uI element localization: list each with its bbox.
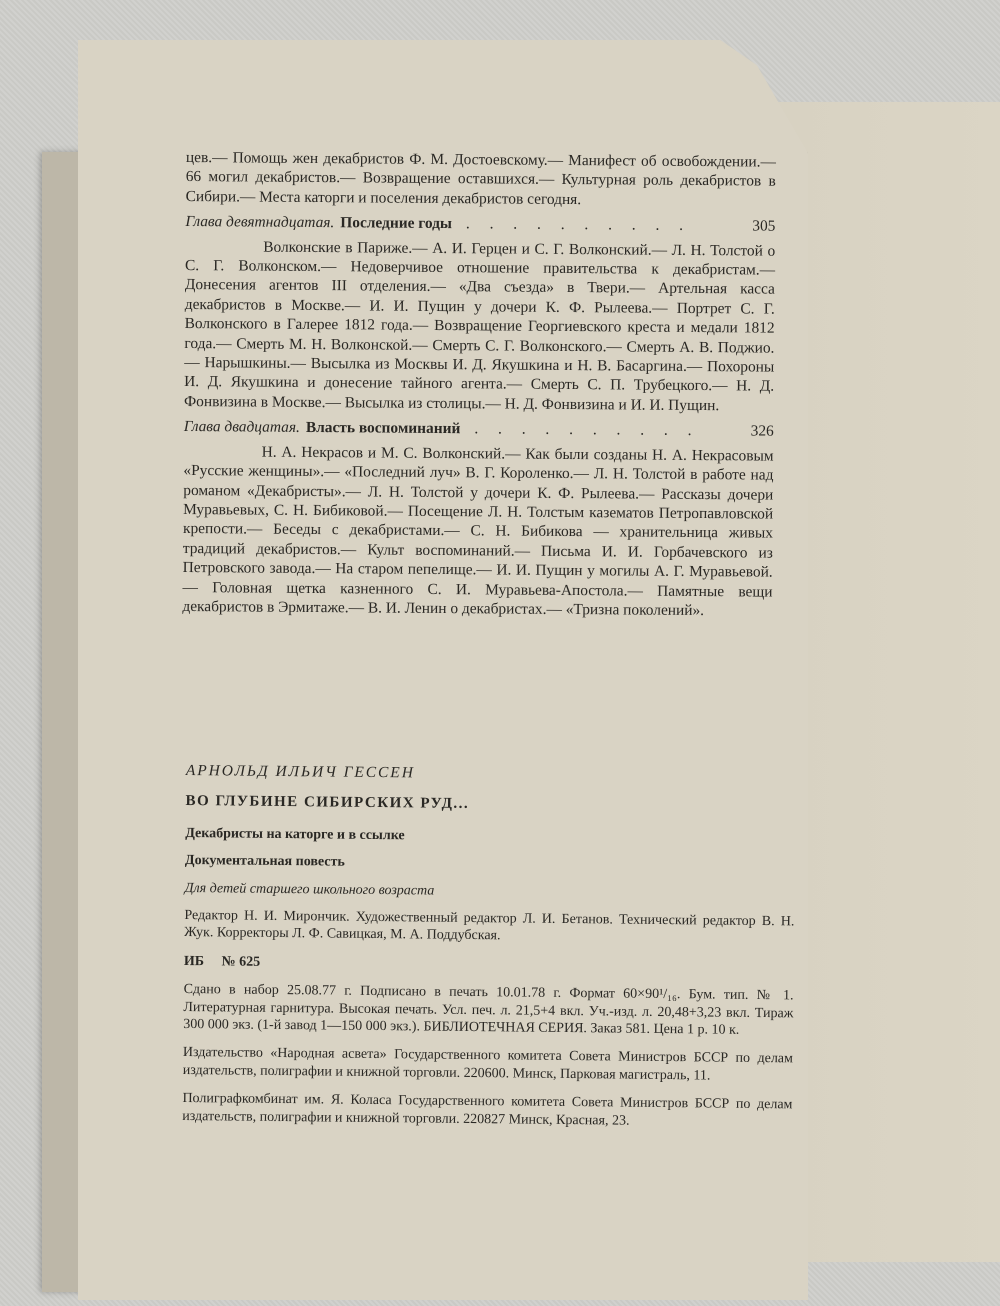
ib-number — [184, 953, 794, 977]
table-of-contents — [182, 148, 776, 621]
print-details: Сдано в набор 25.08.77 г. Подписано в печать 10.01.78 г. Формат 60×90¹/₁₆. Бум. тип. № 1. Литературная гарнитура. Высокая печать. Усл. печ. л. 21,5+4 вкл. Уч.-изд. л. 20,48+3,23 вкл. Тираж 300 000 экз. (1-й завод 1—150 000 экз.). БИБЛИОТЕЧНАЯ СЕРИЯ. Заказ 581. Цена 1 р. 10 к. — [183, 982, 794, 1038]
leader-dots: . . . . . . . . . . — [474, 420, 700, 440]
chapter-19-summary: Волконские в Париже.— А. И. Герцен и С. Г. Волконский.— Л. Н. Толстой о С. Г. Волконском.— Недоверчивое отношение правительства к декабристам.— Донесения агентов III отделения.— «Два съезда» в Твери.— Артельная касса декабристов в Москве.— И. И. Пущин у дочери К. Ф. Рылеева.— Портрет С. Г. Волконского в Галерее 1812 года.— Возвращение Георгиевского креста и медали 1812 года.— Смерть М. Н. Волконской.— Смерть С. Г. Волконского.— Смерть А. В. Поджио.— Нарышкины.— Высылка из Москвы И. Д. Якушкина и Н. В. Басаргина.— Похороны И. Д. Якушкина и донесение тайного агента.— Смерть С. П. Трубецкого.— Н. Д. Фонвизина в Москве.— Высылка из столицы.— Н. Д. Фонвизина и И. И. Пущин. — [183, 238, 776, 415]
ib-label: ИБ — [183, 953, 205, 970]
chapter-title: Власть воспоминаний — [305, 419, 461, 438]
chapter-number: Глава двадцатая. — [183, 418, 300, 437]
chapter-page-number: 305 — [752, 217, 776, 235]
printer-info: Полиграфкомбинат им. Я. Коласа Государственного комитета Совета Министров БССР по делам издательств, полиграфии и книжной торговли. 220827 Минск, Красная, 23. — [182, 1091, 793, 1129]
book-title: ВО ГЛУБИНЕ СИБИРСКИХ РУД... — [185, 793, 470, 813]
book-genre: Документальная повесть — [184, 853, 345, 870]
target-audience: Для детей старшего школьного возраста — [184, 880, 435, 899]
chapter-20-summary: Н. А. Некрасов и М. С. Волконский.— Как были созданы Н. А. Некрасовым «Русские женщины».— «Последний луч» В. Г. Короленко.— Л. Н. Толстой в работе над романом «Декабристы».— Л. Н. Толстой у дочери К. Ф. Рылеева.— Рассказы дочери Муравьевых, С. Н. Бибиковой.— Посещение Л. Н. Толстым казематов Петропавловской крепости.— Беседы с декабристами.— С. Н. Бибикова — хранительница живых традиций декабристов.— Культ воспоминаний.— Письма И. И. Горбачевского из Петровского завода.— На старом пепелище.— И. И. Пущин у могилы А. Г. Муравьевой.— Головная щетка казненного С. И. Муравьева-Апостола.— Памятные вещи декабристов в Эрмитаже.— В. И. Ленин о декабристах.— «Тризна поколений». — [182, 443, 774, 620]
chapter-number: Глава девятнадцатая. — [185, 213, 335, 232]
publisher-info: Издательство «Народная асвета» Государственного комитета Совета Министров БССР по делам издательств, полиграфии и книжной торговли. 220600. Минск, Парковая магистраль, 11. — [182, 1045, 793, 1084]
chapter-20-heading — [184, 417, 774, 441]
author-name: АРНОЛЬД ИЛЬИЧ ГЕССЕН — [185, 762, 415, 782]
toc-lead-paragraph: цев.— Помощь жен декабристов Ф. М. Достоевскому.— Манифест об освобождении.— 66 могил декабристов.— Возвращение оставшихся.— Культурная роль декабристов в Сибири.— Места каторги и поселения декабристов сегодня. — [185, 148, 776, 208]
editors-credits: Редактор Н. И. Мирончик. Художественный редактор Л. И. Бетанов. Технический редактор В. Н. Жук. Корректоры Л. Ф. Савицкая, М. А. Поддубская. — [184, 908, 795, 944]
chapter-title: Последние годы — [340, 214, 453, 233]
ib-value: № 625 — [221, 954, 261, 970]
leader-dots: . . . . . . . . . . — [465, 215, 692, 235]
book-subtitle: Декабристы на каторге и в ссылке — [185, 825, 405, 844]
chapter-19-heading — [185, 212, 775, 236]
colophon — [182, 762, 796, 1142]
chapter-page-number: 326 — [750, 422, 774, 440]
